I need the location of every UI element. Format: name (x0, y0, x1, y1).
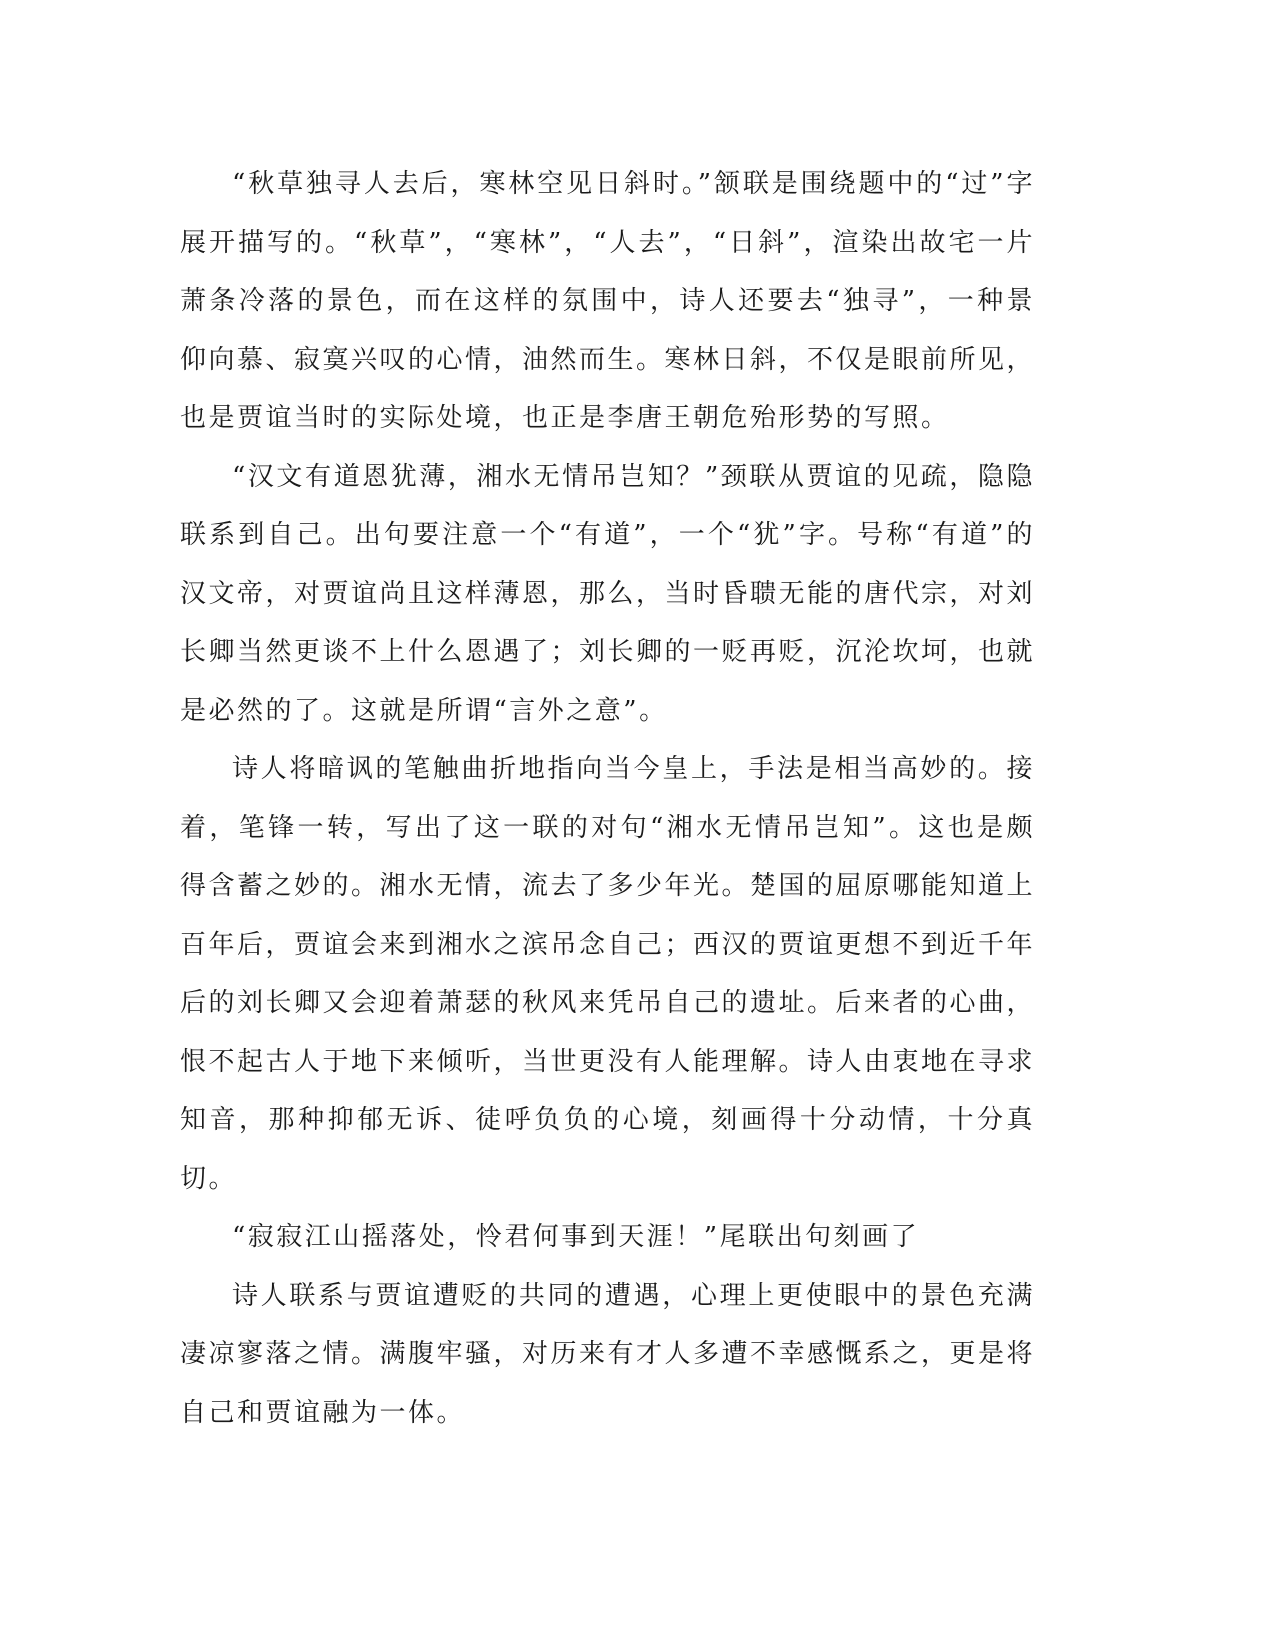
paragraph-weilian: “寂寂江山摇落处，怜君何事到天涯！”尾联出句刻画了 (232, 1222, 920, 1252)
document-body (180, 155, 1035, 1442)
paragraph-analysis: 诗人将暗讽的笔触曲折地指向当今皇上，手法是相当高妙的。接着，笔锋一转，写出了这一联的对句“湘水无情吊岂知”。这也是颇得含蓄之妙的。湘水无情，流去了多少年光。楚国的屈原哪能知道上百年后，贾谊会来到湘水之滨吊念自己；西汉的贾谊更想不到近千年后的刘长卿又会迎着萧瑟的秋风来凭吊自己的遗址。后来者的心曲，恨不起古人于地下来倾听，当世更没有人能理解。诗人由衷地在寻求知音，那种抑郁无诉、徒呼负负的心境，刻画得十分动情，十分真切。 (180, 754, 1036, 1194)
paragraph-hanlian: “秋草独寻人去后，寒林空见日斜时。”颔联是围绕题中的“过”字展开描写的。“秋草”，“寒林”，“人去”，“日斜”，渲染出故宅一片萧条冷落的景色，而在这样的氛围中，诗人还要去“独寻”，一种景仰向慕、寂寞兴叹的心情，油然而生。寒林日斜，不仅是眼前所见，也是贾谊当时的实际处境，也正是李唐王朝危殆形势的写照。 (180, 169, 1036, 433)
paragraph-conclusion: 诗人联系与贾谊遭贬的共同的遭遇，心理上更使眼中的景色充满凄凉寥落之情。满腹牢骚，对历来有才人多遭不幸感慨系之，更是将自己和贾谊融为一体。 (180, 1280, 1036, 1428)
paragraph-jinglian: “汉文有道恩犹薄，湘水无情吊岂知？”颈联从贾谊的见疏，隐隐联系到自己。出句要注意一个“有道”，一个“犹”字。号称“有道”的汉文帝，对贾谊尚且这样薄恩，那么，当时昏聩无能的唐代宗，对刘长卿当然更谈不上什么恩遇了；刘长卿的一贬再贬，沉沦坎坷，也就是必然的了。这就是所谓“言外之意”。 (180, 461, 1036, 726)
